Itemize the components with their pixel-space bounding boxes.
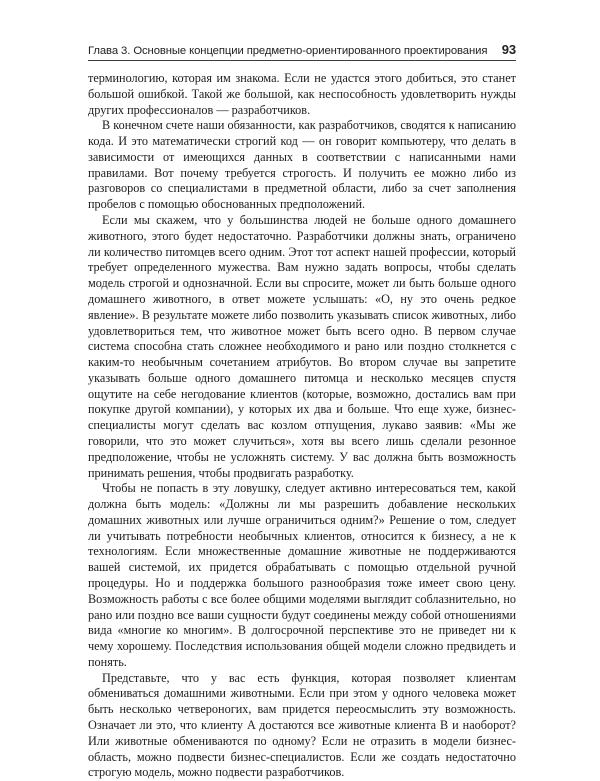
page-number: 93: [501, 42, 516, 57]
running-head: [88, 42, 516, 57]
paragraph: Чтобы не попасть в эту ловушку, следует активно интересоваться тем, какой должна быть модель: «Должны ли мы разрешить добавление нескольких домашних животных или лучше ограничиться одним?» Решение о том, следует ли учитывать потребности необычных клиентов, относится к бизнесу, а не к технологиям. Если множественные домашние животные не поддерживаются вашей системой, их придется обрабатывать с помощью отдельной ручной процедуры. Но и поддержка большого разнообразия тоже имеет свою цену. Возможность работы с все более общими моделями выглядит соблазнительно, но рано или поздно все ваши сущности будут соединены между собой отношениями вида «многие ко многим». В долгосрочной перспективе это не приведет ни к чему хорошему. Последствия использования общей модели сложно предвидеть и понять.: [88, 481, 516, 669]
paragraph: В конечном счете наши обязанности, как разработчиков, сводятся к написанию кода. И это математически строгий код — он говорит компьютеру, что делать в зависимости от имеющихся данных в соответствии с написанными нами правилами. Вот почему требуется строгость. И получить ее можно либо из разговоров со специалистами в предметной области, либо за счет заполнения пробелов с помощью обоснованных предположений.: [88, 118, 516, 212]
paragraph: Если мы скажем, что у большинства людей не больше одного домашнего животного, этого будет недостаточно. Разработчики должны знать, ограничено ли количество питомцев всего одним. Этот тот аспект нашей профессии, который требует определенного мужества. Вам нужно задать вопросы, чтобы сделать модель строгой и однозначной. Если вы спросите, может ли быть больше одного домашнего животного, в ответ можете услышать: «О, ну это очень редкое явление». В результате можете либо позволить указывать список животных, либо удовлетвориться тем, что животное может быть всего одно. В первом случае система способна стать сложнее необходимого и рано или поздно столкнется с каким-то необычным сочетанием атрибутов. Во втором случае вы запретите указывать больше одного домашнего питомца и несколько месяцев спустя ощутите на себе негодование клиентов (которые, возможно, достались вам при покупке другой компании), у которых их два и больше. Что еще хуже, бизнес-специалисты могут сделать вас козлом отпущения, лукаво заявив: «Мы же говорили, что это может случиться», хотя вы всего лишь сделали резонное предположение, чтобы не усложнять систему. У вас должна быть возможность принимать решения, чтобы продвигать разработку.: [88, 213, 516, 480]
paragraph-continued: терминологию, которая им знакома. Если не удастся этого добиться, это станет большой ошибкой. Такой же большой, как неспособность удовлетворить нужды других профессионалов — разработчиков.: [88, 71, 516, 117]
header-rule: [88, 60, 516, 61]
chapter-title: Глава 3. Основные концепции предметно-ориентированного проектирования: [88, 45, 488, 57]
paragraph: Представьте, что у вас есть функция, которая позволяет клиентам обмениваться домашними животными. Если при этом у одного человека может быть несколько четвероногих, вам придется переосмыслить эту возможность. Означает ли это, что клиенту A достаются все животные клиента B и наоборот? Или животные обмениваются по одному? Если не отразить в модели бизнес-область, можно подвести бизнес-специалистов. Если же создать недостаточно строгую модель, можно подвести разработчиков.: [88, 670, 516, 780]
body-text: [88, 71, 516, 781]
